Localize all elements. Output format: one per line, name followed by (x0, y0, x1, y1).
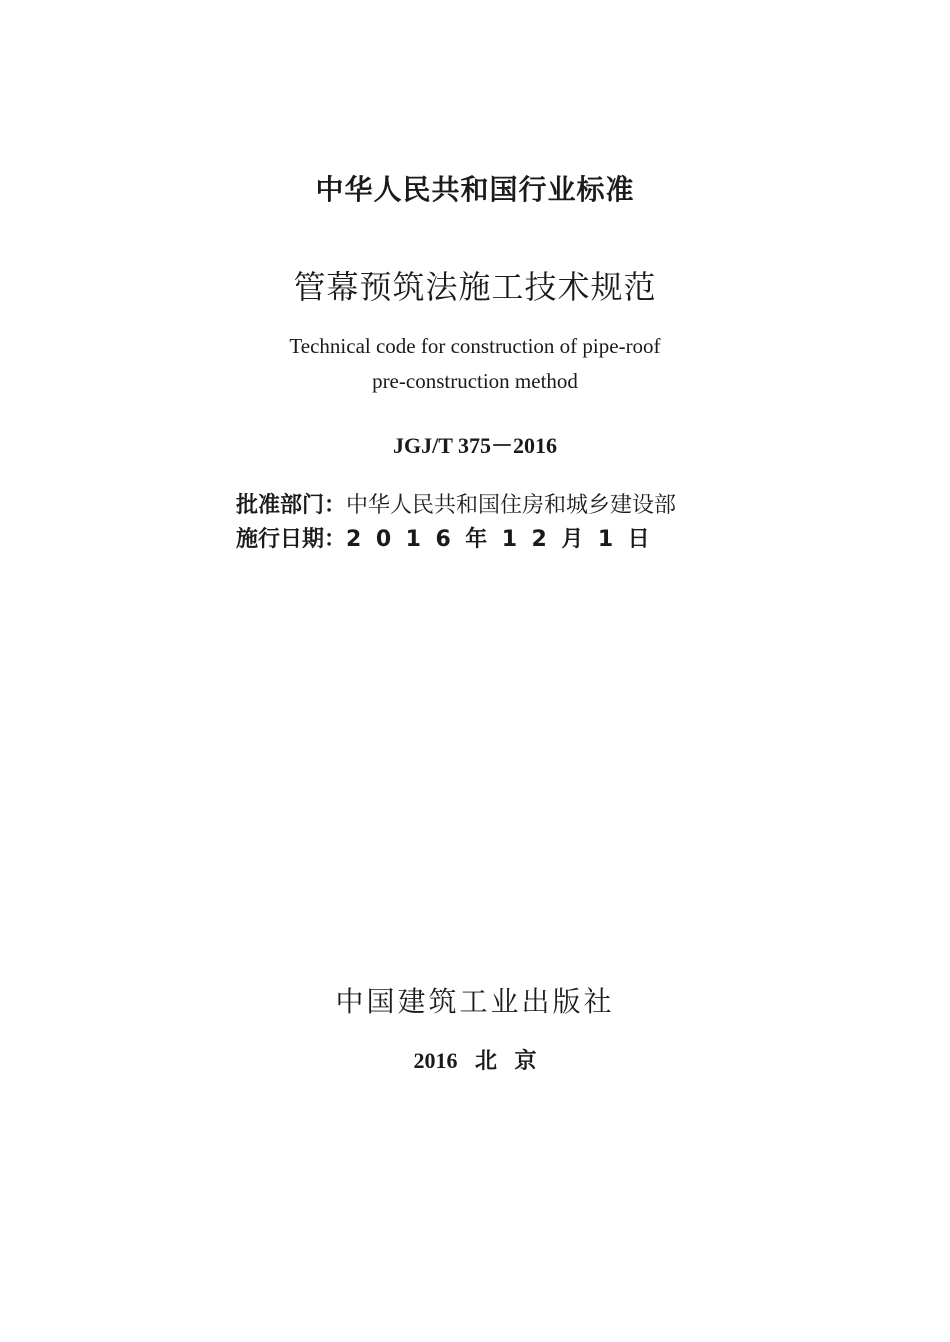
standard-category: 中华人民共和国行业标准 (315, 173, 635, 206)
title-chinese: 管幕预筑法施工技术规范 (293, 268, 657, 306)
effective-date-value: 2016年12月1日 (346, 527, 665, 552)
title-english-line2: pre-construction method (372, 369, 578, 393)
approval-row (236, 488, 676, 519)
publisher: 中国建筑工业出版社 (335, 985, 615, 1018)
title-english-line1: Technical code for construction of pipe-roof (289, 334, 661, 358)
approval-value: 中华人民共和国住房和城乡建设部 (346, 493, 677, 518)
approval-label: 批准部门： (236, 493, 347, 518)
standard-code: JGJ/T 375－2016 (392, 433, 557, 458)
effective-date-row (236, 522, 664, 553)
effective-date-label: 施行日期： (236, 527, 347, 552)
publication-date-place: 2016 北 京 (413, 1048, 537, 1073)
